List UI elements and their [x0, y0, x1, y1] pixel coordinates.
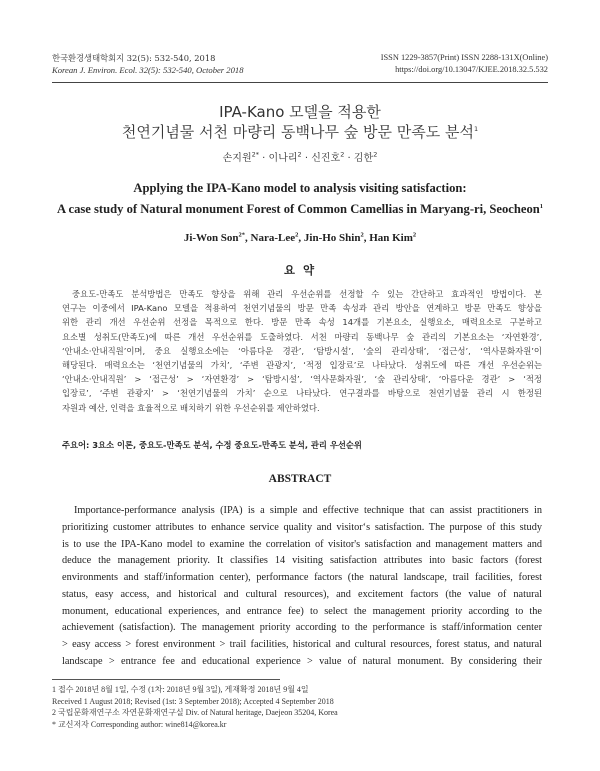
summary-line: ‘안내소·안내직원’이며, 중요 실행요소에는 ‘아름다운 경관’, ‘탐방시설’, ‘숲의 관리상태’, ‘접근성’, ‘역사문화자원’이 [62, 345, 542, 356]
abstract-heading: ABSTRACT [268, 473, 332, 485]
abstract-line: > easy access > forest environment > trail facilities, historical and cultural resources, forest status, and natural [62, 639, 542, 650]
abstract-line: landscape > entrance fee and educational experience > value of natural monument. By considering their [62, 655, 542, 667]
issn-doi-block [381, 52, 548, 76]
english-authors: Ji-Won Son$^{2*}$, Nara-Lee$^2$, Jin-Ho Shin$^2$, Han Kim$^2$ [183, 231, 417, 244]
author-kr-1: 손지원 [222, 153, 252, 164]
running-header [52, 52, 548, 82]
footnote-received-en: Received 1 August 2018; Revised (1st: 3 September 2018); Accepted 4 September 2018 [52, 696, 334, 706]
korean-title-text: 천연기념물 서천 마량리 동백나무 숲 방문 만족도 분석 [121, 123, 475, 141]
english-title-line1: Applying the IPA-Kano model to analysis visiting satisfaction: [133, 181, 467, 195]
author-en-4: Han Kim [369, 232, 413, 244]
summary-line: 자원과 예산, 인력을 효율적으로 배치하기 위한 우선순위를 제안하였다. [62, 402, 320, 413]
summary-line: ‘안내소·안내직원’ > ‘접근성’ > ‘자연환경’ > ‘탐방시설’, ‘역사문화자원’, ‘숲 관리상태’, ‘아름다운 경관’ > ‘적정 [62, 374, 542, 385]
journal-name-korean: 한국환경생태학회지 32(5): 532-540, 2018 [52, 53, 216, 63]
footnote-divider [52, 679, 280, 680]
doi-link[interactable]: https://doi.org/10.13047/KJEE.2018.32.5.532 [395, 65, 548, 74]
summary-line: 중요도-만족도 분석방법은 만족도 향상을 위해 관리 우선순위를 선정할 수 있는 간단하고 효과적인 방법이다. 본 [72, 289, 542, 299]
author-en-3: Jin-Ho Shin [303, 232, 361, 244]
journal-citation [52, 52, 244, 76]
summary-line: 입장료’, ‘주변 관광지’ > ‘천연기념물의 가치’ 순으로 나타났다. 연구결과를 바탕으로 천연기념물 관리 시 한정된 [62, 388, 542, 399]
author-kr-3: 신진호 [311, 153, 341, 164]
summary-line: 위한 관리 개선 우선순위 선정을 목적으로 한다. 방문 만족 속성 14개를 기본요소, 실행요소, 매력요소로 구분하고 [62, 317, 542, 328]
korean-summary-heading: 요 약 [283, 263, 317, 277]
english-title-text: A case study of Natural monument Forest of Common Camellias in Maryang-ri, Seocheon [56, 202, 540, 216]
korean-title-footnote-mark: 1 [474, 125, 479, 133]
english-title-line2 [30, 201, 570, 217]
footnote-affiliation: 2 국립문화재연구소 자연문화재연구실 Div. of Natural heritage, Daejeon 35204, Korea [52, 708, 338, 718]
author-kr-4: 김한 [353, 153, 374, 164]
summary-line: 요소별 성취도(만족도)에 따른 개선 우선순위를 도출하였다. 서천 마량리 동백나무 숲 관리의 기본요소는 ‘자연환경’, [62, 331, 542, 342]
author-kr-1-sup: 2* [251, 150, 259, 159]
korean-authors [40, 152, 560, 166]
english-title-footnote-mark: 1 [539, 202, 544, 210]
author-en-4-sup: 2 [412, 231, 417, 239]
korean-keywords: 주요어: 3요소 이론, 중요도-만족도 분석, 수정 중요도-만족도 분석, 관리 우선순위 [62, 440, 362, 450]
abstract-line: prioritizing customer attributes to enhance service quality and visitor‘s satisfaction. The purpose of this study [62, 521, 542, 533]
abstract-line: monument, educational experiences, and entrance fee) to select the management priority according to the [62, 605, 542, 617]
footnote-corresponding-author: * 교신저자 Corresponding author: wine814@korea.kr [52, 719, 227, 729]
abstract-line: Importance-performance analysis (IPA) is a simple and effective technique that can assist practitioners in [74, 505, 542, 516]
abstract-line: deduce the management priority. It classifies 14 visiting satisfaction attributes into basic factors (forest [62, 555, 542, 567]
issn-text: ISSN 1229-3857(Print) ISSN 2288-131X(Online) [380, 53, 548, 62]
author-separator: · [259, 153, 269, 164]
header-divider [52, 82, 548, 83]
author-kr-4-sup: 2 [373, 150, 378, 159]
author-en-3-sup: 2 [360, 231, 364, 239]
author-en-1-sup: 2* [238, 231, 246, 239]
summary-line: 해당된다. 매력요소는 ‘천연기념물의 가치’, ‘주변 관광지’, ‘적정 입장료’로 나타났다. 성취도에 따른 개선 우선순위는 [62, 359, 542, 370]
korean-summary-body [62, 287, 542, 415]
summary-line: 연구는 이중에서 IPA-Kano 모델을 적용하여 천연기념물의 방문 만족 속성과 관리 방안을 연계하고 방문 만족도 향상을 [62, 303, 542, 314]
author-kr-2: 이나리 [268, 153, 298, 164]
author-kr-3-sup: 2 [340, 150, 345, 159]
footnote-received-kr: 1 접수 2018년 8월 1일, 수정 (1차: 2018년 9월 3일), 게재확정 2018년 9월 4일 [52, 685, 309, 694]
journal-name-english: Korean J. Environ. Ecol. 32(5): 532-540, October 2018 [52, 65, 244, 75]
abstract-line: environments and staff/information center), performance factors (the natural landscape, trail facilities, forest [62, 572, 542, 583]
abstract-line: is to use the IPA-Kano model to examine the correlation of visitor's satisfaction and management matters and [62, 538, 542, 550]
abstract-line: achievement (satisfaction). The management priority according to the performance is staff/information center [62, 622, 542, 634]
author-kr-2-sup: 2 [297, 150, 302, 159]
author-separator: · [301, 153, 312, 164]
korean-title-line2 [40, 123, 560, 141]
korean-title-line1: IPA-Kano 모델을 적용한 [219, 103, 381, 121]
abstract-body [62, 503, 542, 671]
author-en-1: Ji-Won Son [183, 232, 239, 244]
abstract-line: status, easy access, and historical and cultural resources), and excitement factors (the value of natural [62, 588, 542, 600]
author-separator: · [344, 153, 354, 164]
author-en-2: Nara-Lee [250, 232, 296, 244]
author-en-2-sup: 2 [295, 231, 299, 239]
